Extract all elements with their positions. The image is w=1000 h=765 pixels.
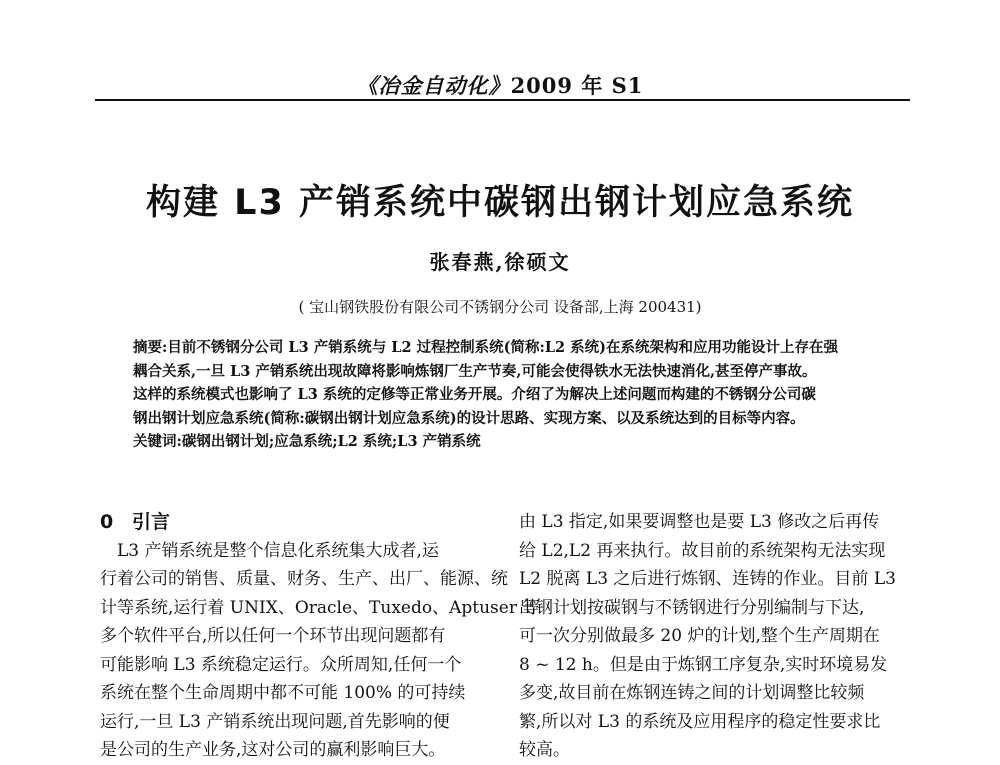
abstract-line: 钢出钢计划应急系统(简称:碳钢出钢计划应急系统)的设计思路、实现方案、以及系统达到的目标等内容。 — [133, 409, 805, 427]
body-line: 较高。 — [519, 740, 570, 760]
body-line: 由 L3 指定,如果要调整也是要 L3 修改之后再传 — [519, 512, 880, 532]
body-line: 可能影响 L3 系统稳定运行。众所周知,任何一个 — [100, 654, 462, 675]
body-line: 繁,所以对 L3 的系统及应用程序的稳定性要求比 — [519, 711, 881, 732]
article-authors: 张春燕,徐硕文 — [429, 250, 571, 274]
author-affiliation: ( 宝山钢铁股份有限公司不锈钢分公司 设备部,上海 200431) — [298, 298, 702, 316]
keywords-label: 关键词: — [133, 433, 182, 450]
article-title: 构建 L3 产销系统中碳钢出钢计划应急系统 — [145, 183, 855, 223]
keywords-text: 碳钢出钢计划;应急系统;L2 系统;L3 产销系统 — [181, 433, 481, 450]
body-column-right — [519, 508, 914, 765]
running-header — [0, 70, 1000, 100]
section-heading — [100, 508, 495, 537]
body-line: 可一次分别做最多 20 炉的计划,整个生产周期在 — [519, 626, 880, 646]
body-line: 运行,一旦 L3 产销系统出现问题,首先影响的便 — [100, 711, 450, 732]
abstract-block — [133, 336, 873, 454]
body-line: 8 ~ 12 h。但是由于炼钢工序复杂,实时环境易发 — [519, 654, 888, 675]
journal-issue: 2009 年 S1 — [510, 73, 644, 98]
keywords-line — [133, 430, 873, 454]
abstract-line: 耦合关系,一旦 L3 产销系统出现故障将影响炼钢厂生产节奏,可能会使得铁水无法快速消化,甚至停产事故。 — [133, 362, 817, 380]
section-number: 0 — [100, 511, 114, 533]
body-column-left — [100, 508, 540, 765]
body-line: 多个软件平台,所以任何一个环节出现问题都有 — [100, 626, 446, 646]
section-title: 引言 — [132, 511, 171, 533]
body-line: 是公司的生产业务,这对公司的赢利影响巨大。 — [100, 740, 446, 760]
abstract-line: 这样的系统模式也影响了 L3 系统的定修等正常业务开展。介绍了为解决上述问题而构建的不锈钢分公司碳 — [133, 386, 816, 403]
body-line: L2 脱离 L3 之后进行炼钢、连铸的作业。目前 L3 — [519, 569, 896, 589]
abstract-label: 摘要: — [133, 339, 168, 356]
body-line: 计等系统,运行着 UNIX、Oracle、Tuxedo、Aptuser 等 — [100, 597, 540, 618]
body-line: 出钢计划按碳钢与不锈钢进行分别编制与下达, — [519, 597, 865, 618]
body-line: 多变,故目前在炼钢连铸之间的计划调整比较频 — [519, 683, 865, 703]
body-line: 系统在整个生命周期中都不可能 100% 的可持续 — [100, 683, 466, 703]
abstract-text: 目前不锈钢分公司 L3 产销系统与 L2 过程控制系统(简称:L2 系统)在系统架构和应用功能设计上存在强 — [167, 339, 839, 356]
body-line: L3 产销系统是整个信息化系统集大成者,运 — [117, 540, 439, 561]
abstract-line — [133, 336, 873, 360]
header-rule — [95, 99, 910, 101]
journal-name: 《冶金自动化》 — [356, 73, 511, 98]
body-line: 行着公司的销售、质量、财务、生产、出厂、能源、统 — [100, 569, 508, 589]
body-line: 给 L2,L2 再来执行。故目前的系统架构无法实现 — [519, 540, 886, 561]
